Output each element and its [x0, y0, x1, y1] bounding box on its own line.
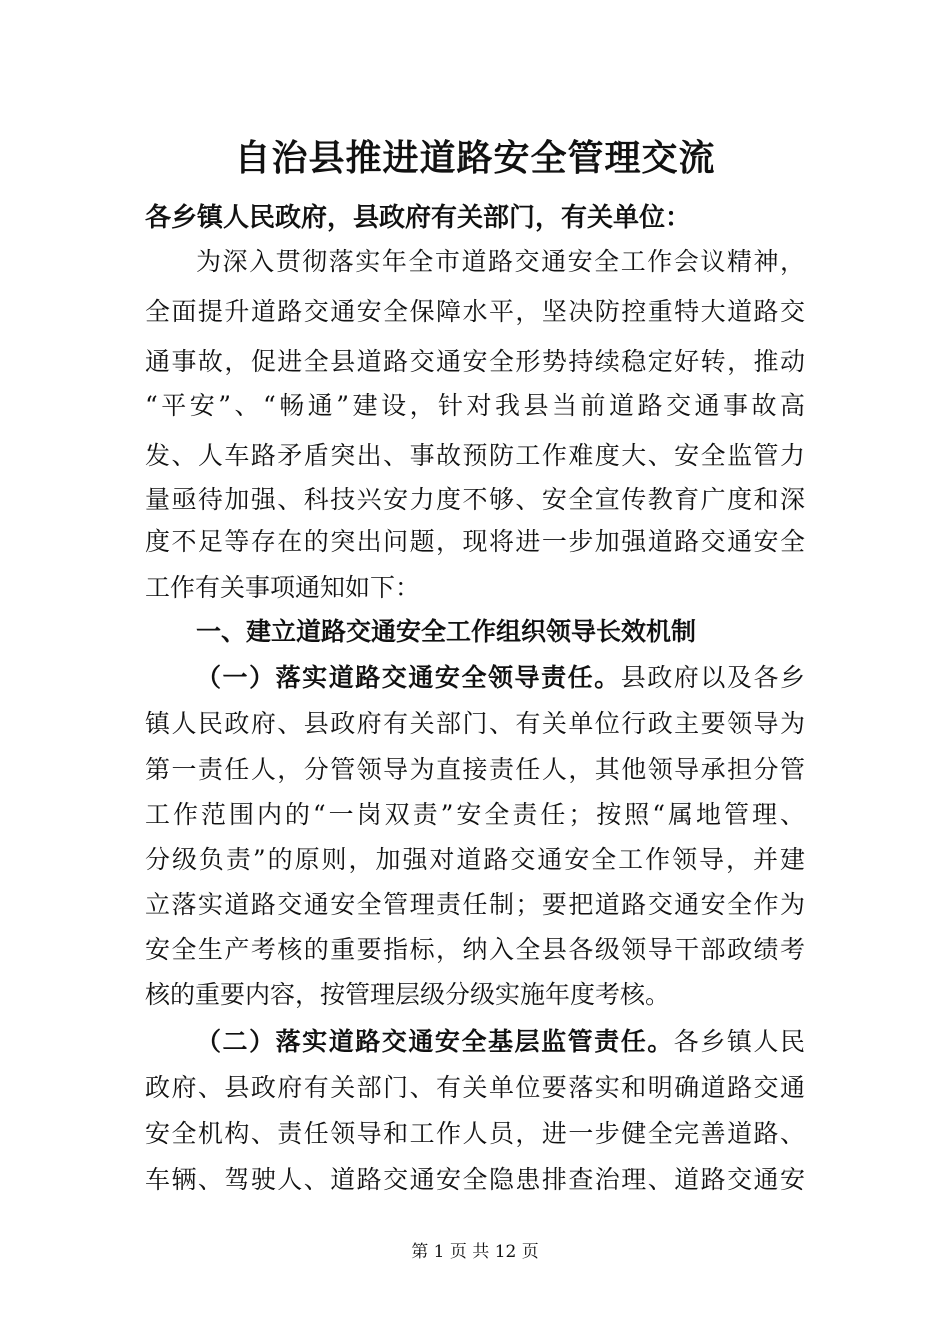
- section-heading: 一、建立道路交通安全工作组织领导长效机制: [196, 617, 697, 646]
- intro-line: 通事故，促进全县道路交通安全形势持续稳定好转，推动: [145, 347, 805, 376]
- item2-line: 政府、县政府有关部门、有关单位要落实和明确道路交通: [145, 1073, 805, 1102]
- item1-first-rest: 县政府以及各乡: [620, 663, 805, 692]
- salutation: 各乡镇人民政府，县政府有关部门，有关单位：: [145, 203, 692, 233]
- item1-line: 镇人民政府、县政府有关部门、有关单位行政主要领导为: [145, 709, 805, 738]
- item1-first-line: [196, 656, 805, 700]
- page-number: 第 1 页 共 12 页: [411, 1242, 539, 1262]
- item1-line: 立落实道路交通安全管理责任制；要把道路交通安全作为: [145, 890, 805, 919]
- item1-line: 分级负责”的原则，加强对道路交通安全工作领导，并建: [145, 845, 805, 874]
- intro-line: 工作有关事项通知如下：: [145, 573, 421, 602]
- item1-line: 工作范围内的“一岗双责”安全责任；按照“属地管理、: [145, 800, 805, 829]
- item1-line: 核的重要内容，按管理层级分级实施年度考核。: [145, 980, 671, 1009]
- intro-line: 为深入贯彻落实年全市道路交通安全工作会议精神，: [196, 247, 805, 276]
- intro-line: “平安”、“畅通”建设，针对我县当前道路交通事故高: [145, 391, 805, 420]
- item1-lead: （一）落实道路交通安全领导责任。: [196, 663, 621, 692]
- intro-line: 全面提升道路交通安全保障水平，坚决防控重特大道路交: [145, 297, 805, 326]
- item1-line: 第一责任人，分管领导为直接责任人，其他领导承担分管: [145, 755, 805, 784]
- intro-line: 量亟待加强、科技兴安力度不够、安全宣传教育广度和深: [145, 485, 805, 514]
- intro-line: 发、人车路矛盾突出、事故预防工作难度大、安全监管力: [145, 441, 805, 470]
- item2-first-rest: 各乡镇人民: [673, 1027, 805, 1056]
- item1-line: 安全生产考核的重要指标，纳入全县各级领导干部政绩考: [145, 935, 805, 964]
- intro-line: 度不足等存在的突出问题，现将进一步加强道路交通安全: [145, 527, 805, 556]
- item2-lead: （二）落实道路交通安全基层监管责任。: [196, 1027, 674, 1056]
- item2-line: 车辆、驾驶人、道路交通安全隐患排查治理、道路交通安: [145, 1165, 805, 1194]
- item2-line: 安全机构、责任领导和工作人员，进一步健全完善道路、: [145, 1119, 805, 1148]
- item2-first-line: [196, 1020, 805, 1064]
- document-title: 自治县推进道路安全管理交流: [234, 137, 716, 179]
